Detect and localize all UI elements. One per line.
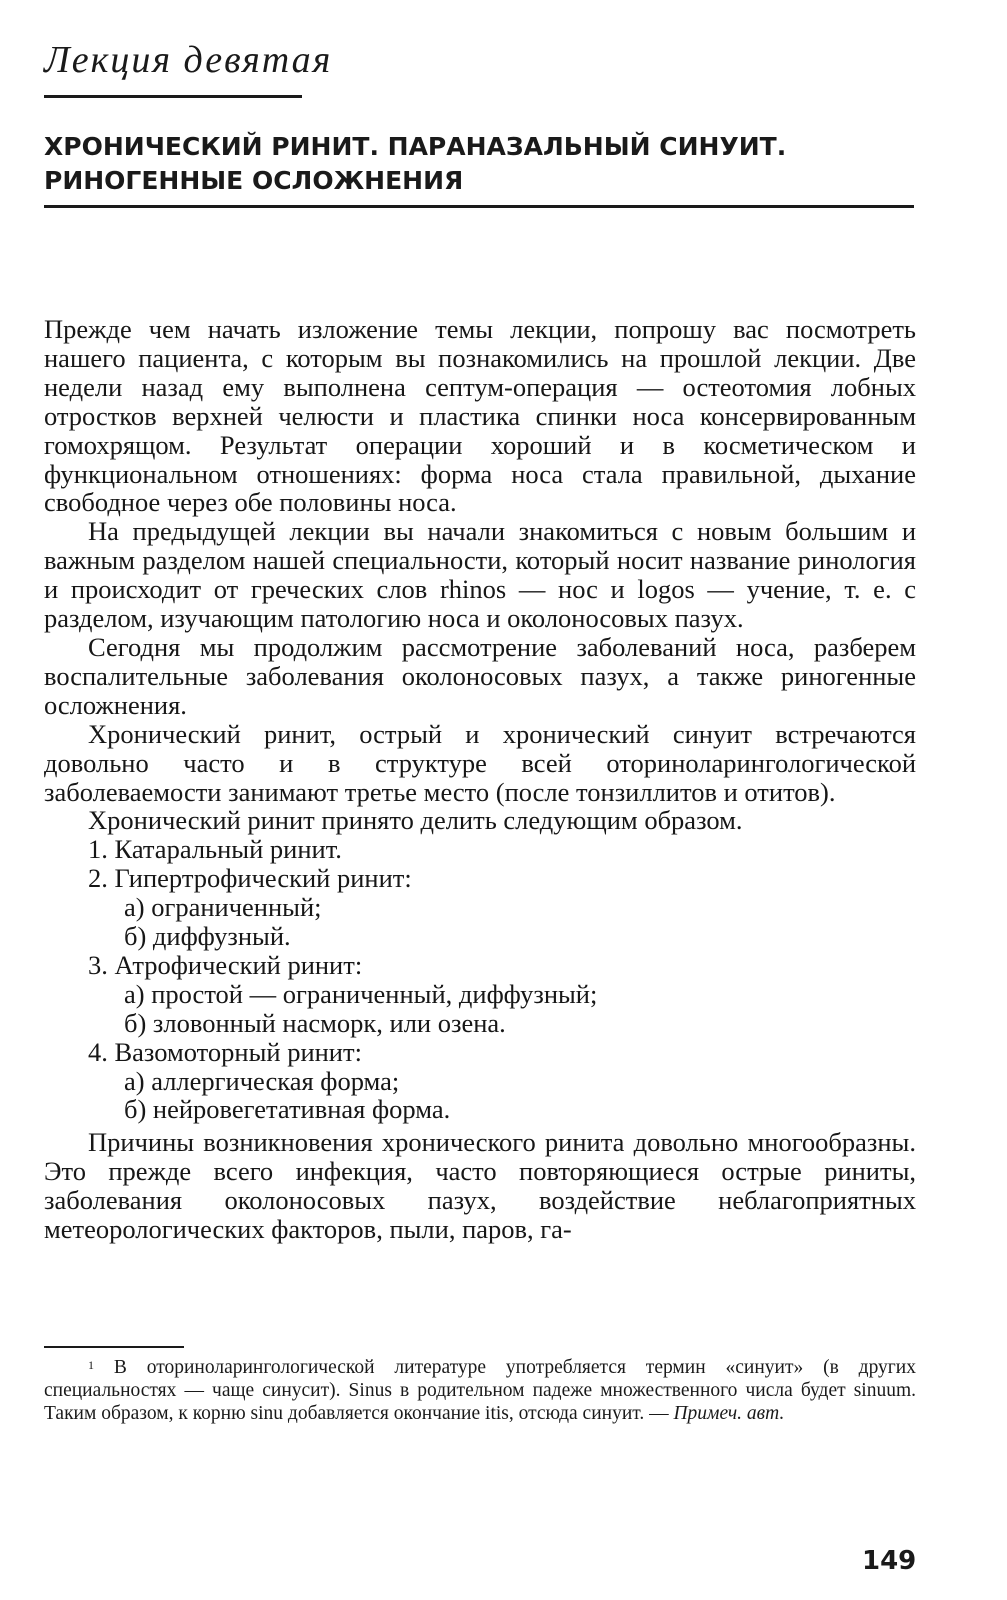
list-item: а) аллергическая форма; — [124, 1065, 400, 1096]
list-item: а) ограниченный; — [124, 892, 322, 923]
footnote-marker: 1 — [88, 1358, 94, 1372]
lecture-divider — [44, 95, 302, 98]
classification-list — [44, 835, 916, 1124]
list-item: 1. Катаральный ринит. — [88, 834, 342, 865]
lecture-label: Лекция девятая — [44, 39, 333, 81]
paragraph-frequency: Хронический ринит, острый и хронический синуит встречаются довольно часто и в структуре всей оториноларингологической заболеваемости занимают третье место (после тонзиллитов и отитов). — [44, 718, 916, 807]
list-item: б) зловонный насморк, или озена. — [124, 1007, 506, 1038]
paragraph-intro: Прежде чем начать изложение темы лекции, попрошу вас посмотреть нашего пациента, с которым вы познакомились на прошлой лекции. Две недели назад ему выполнена септум-операция — остеотомия лобных отростков верхней челюсти и пластика спинки носа консервированным гомохрящом. Результат операции хороший и в косметическом и функциональном отношениях: форма носа стала правильной, дыхание свободное через обе половины носа. — [44, 314, 916, 518]
body-text — [44, 315, 916, 1244]
footnote — [44, 1356, 916, 1425]
list-item: б) диффузный. — [124, 921, 291, 952]
footnote-divider — [44, 1346, 184, 1348]
paragraph-today: Сегодня мы продолжим рассмотрение заболеваний носа, разберем воспалительные заболевания околоносовых пазух, а также риногенные осложнения. — [44, 631, 916, 720]
list-item: 2. Гипертрофический ринит: — [88, 863, 412, 894]
chapter-title — [44, 130, 924, 198]
footnote-attribution: Примеч. авт. — [673, 1403, 785, 1424]
list-item: а) простой — ограниченный, диффузный; — [124, 978, 598, 1009]
chapter-title-line-2: РИНОГЕННЫЕ ОСЛОЖНЕНИЯ — [44, 166, 464, 195]
page-number: 149 — [862, 1546, 917, 1576]
paragraph-causes: Причины возникновения хронического ринита довольно многообразны. Это прежде всего инфекция, часто повторяющиеся острые риниты, заболевания околоносовых пазух, воздействие неблагоприятных метеорологических факторов, пыли, паров, га- — [44, 1127, 916, 1245]
list-item: б) нейровегетативная форма. — [124, 1094, 451, 1125]
paragraph-classification-intro: Хронический ринит принято делить следующим образом. — [88, 805, 743, 836]
list-item: 3. Атрофический ринит: — [88, 949, 363, 980]
paragraph-rhinology: На предыдущей лекции вы начали знакомиться с новым большим и важным разделом нашей специальности, который носит название ринология и происходит от греческих слов rhinos — нос и logos — учение, т. е. с разделом, изучающим патологию носа и околоносовых пазух. — [44, 516, 916, 634]
footnote-text: В оториноларингологической литературе употребляется термин «синуит» (в других специальностях — чаще синусит). Sinus в родительном падеже множественного числа будет sinuum. Таким образом, к корню sinu добавляется окончание itis, отсюда синуит. — — [44, 1357, 916, 1424]
list-item: 4. Вазомоторный ринит: — [88, 1036, 362, 1067]
chapter-divider — [44, 205, 914, 208]
chapter-title-line-1: ХРОНИЧЕСКИЙ РИНИТ. ПАРАНАЗАЛЬНЫЙ СИНУИТ. — [44, 132, 787, 161]
